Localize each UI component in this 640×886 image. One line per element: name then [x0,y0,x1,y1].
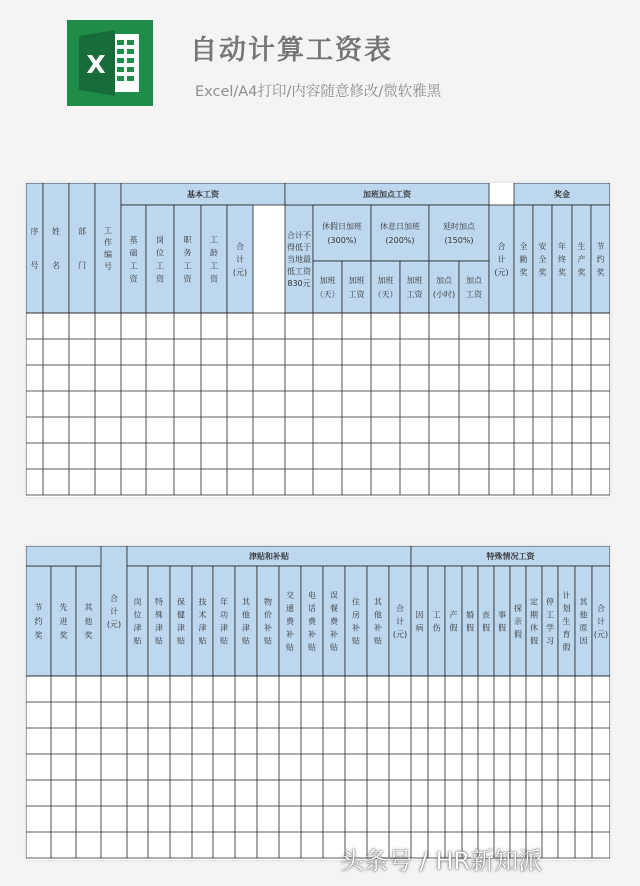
col-header [121,205,146,313]
col-header [572,205,591,313]
svg-text:奖金: 奖金 [554,189,570,199]
watermark: 头条号 / HR新知派 [340,847,543,875]
svg-text:丧假: 丧假 [482,610,490,633]
col-header [192,566,213,676]
svg-text:其他奖: 其他奖 [84,602,93,640]
svg-text:部门: 部门 [78,226,86,270]
overtime-subgroup [429,205,489,261]
col-header [558,566,575,676]
svg-text:定期休假: 定期休假 [530,597,538,646]
col-header [76,566,101,676]
svg-text:特殊津贴: 特殊津贴 [155,597,163,646]
page-title: 自动计算工资表 [190,35,393,66]
col-header [201,205,227,313]
col-header [592,566,610,676]
col-header [552,205,572,313]
svg-text:姓名: 姓名 [52,226,60,270]
col-header [227,205,253,313]
col-header [459,261,489,313]
svg-text:津贴和补贴: 津贴和补贴 [249,551,289,561]
svg-text:节约奖: 节约奖 [34,602,43,640]
svg-text:加点(小时): 加点(小时) [432,275,456,299]
svg-text:加点工资: 加点工资 [466,275,482,299]
svg-text:岗位津贴: 岗位津贴 [133,597,142,646]
col-header [301,566,323,676]
svg-text:加班（天）: 加班（天） [373,275,398,299]
svg-text:探亲假: 探亲假 [514,603,522,639]
col-header [514,205,533,313]
svg-text:物价补贴: 物价补贴 [264,597,272,646]
svg-text:基础工资: 基础工资 [129,235,138,284]
col-header [148,566,170,676]
svg-text:特殊情况工资: 特殊情况工资 [486,551,535,561]
svg-text:技术津贴: 技术津贴 [198,597,207,646]
table-row[interactable] [26,754,610,780]
group-header-allowance [127,546,411,566]
col-header [174,205,201,313]
col-header [170,566,192,676]
col-header [26,183,43,313]
col-header [478,566,494,676]
svg-text:岗位工资: 岗位工资 [156,235,164,284]
svg-text:合计(元): 合计(元) [106,593,122,629]
table-row[interactable] [26,728,610,754]
col-header [591,205,610,313]
svg-text:保健津贴: 保健津贴 [177,597,185,646]
col-header [389,566,411,676]
svg-text:其他补贴: 其他补贴 [374,597,382,646]
table-row[interactable] [26,806,610,832]
svg-text:加班（天）: 加班（天） [315,275,340,299]
svg-text:延时加点(150%): 延时加点(150%) [443,221,475,245]
col-header [429,261,459,313]
salary-table-part-1 [26,183,610,497]
svg-text:合计(元): 合计(元) [392,603,408,639]
group-header-overtime [285,183,489,205]
col-header [95,183,121,313]
col-header [428,566,445,676]
table-row[interactable] [26,676,610,702]
svg-text:先进奖: 先进奖 [59,602,68,640]
group-header-basic [121,183,285,205]
table-row[interactable] [26,702,610,728]
svg-text:加班加点工资: 加班加点工资 [363,189,411,199]
table-row[interactable] [26,780,610,806]
salary-table-part-2 [26,546,610,860]
min-wage-note [285,205,313,313]
svg-text:停工学习: 停工学习 [546,597,554,646]
table-row[interactable] [26,365,610,391]
svg-text:休息日加班(200%): 休息日加班(200%) [380,221,420,245]
table-row[interactable] [26,339,610,365]
col-header [371,261,400,313]
col-header [345,566,367,676]
svg-text:休假日加班(300%): 休假日加班(300%) [322,221,362,245]
col-header [400,261,429,313]
svg-text:职务工资: 职务工资 [183,235,192,284]
svg-text:工龄工资: 工龄工资 [210,235,218,284]
col-header [342,261,371,313]
svg-text:误餐费补贴: 误餐费补贴 [330,590,338,652]
svg-text:生产奖: 生产奖 [577,241,586,277]
svg-text:计划生育假: 计划生育假 [562,590,571,652]
col-header [101,546,127,676]
svg-text:交通费补贴: 交通费补贴 [286,590,294,652]
overtime-subgroup [313,205,371,261]
col-header [367,566,389,676]
svg-text:因病: 因病 [415,610,424,633]
overtime-subgroup [371,205,429,261]
svg-text:合计(元): 合计(元) [232,241,248,277]
group-header-special [411,546,610,566]
svg-text:婚假: 婚假 [466,610,474,633]
svg-text:工作编号: 工作编号 [104,225,112,271]
svg-text:序号: 序号 [30,226,39,270]
col-header [146,205,174,313]
col-header [575,566,592,676]
svg-text:安全奖: 安全奖 [538,241,547,277]
svg-text:年功津贴: 年功津贴 [220,597,228,646]
group-header-bonus [514,183,610,205]
svg-text:节约奖: 节约奖 [596,241,605,277]
svg-text:加班工资: 加班工资 [406,275,423,299]
col-header [445,566,462,676]
svg-text:合计(元): 合计(元) [593,603,609,639]
svg-text:合计(元): 合计(元) [494,241,509,277]
col-header [69,183,95,313]
salary-table-2-grid [26,546,610,860]
col-header [127,566,148,676]
svg-text:年终奖: 年终奖 [558,241,566,277]
col-header [279,566,301,676]
col-header [489,205,514,313]
col-header [533,205,552,313]
col-header [213,566,235,676]
page-header [0,0,640,130]
svg-text:加班工资: 加班工资 [348,275,365,299]
table-row[interactable] [26,417,610,443]
col-header [43,183,69,313]
svg-text:产假: 产假 [449,610,458,633]
col-header [235,566,257,676]
svg-text:工伤: 工伤 [432,610,441,633]
salary-table-1-grid [26,183,610,497]
svg-text:电话费补贴: 电话费补贴 [308,590,316,652]
table-row[interactable] [26,313,610,339]
svg-text:事假: 事假 [498,610,506,633]
col-header [526,566,542,676]
page-subtitle: Excel/A4打印/内容随意修改/微软雅黑 [195,84,442,100]
logo-letter: X [86,50,106,79]
col-header [257,566,279,676]
col-header [494,566,510,676]
table-row[interactable] [26,469,610,495]
col-header [411,566,428,676]
svg-text:其他原因: 其他原因 [579,597,588,646]
svg-text:其他津贴: 其他津贴 [242,597,250,646]
svg-text:住房补贴: 住房补贴 [352,597,360,646]
col-header [462,566,478,676]
col-header [51,566,76,676]
svg-text:合计不得低于当地最低工资830元: 合计不得低于当地最低工资 830元 [287,230,311,288]
col-header [313,261,342,313]
svg-text:基本工资: 基本工资 [187,189,219,199]
table-row[interactable] [26,443,610,469]
col-header [323,566,345,676]
excel-logo-icon [67,20,153,106]
svg-text:全勤奖: 全勤奖 [519,241,528,277]
col-header [26,566,51,676]
col-header [542,566,558,676]
table-row[interactable] [26,391,610,417]
col-header [510,566,526,676]
